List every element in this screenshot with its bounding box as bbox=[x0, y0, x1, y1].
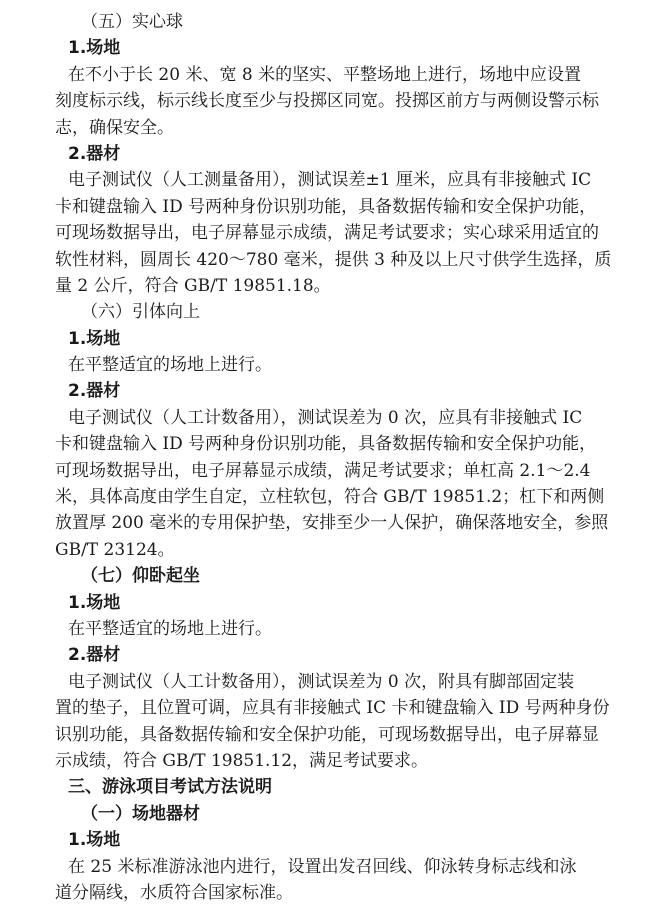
paragraph-line: 置的垫子，且位置可调，应具有非接触式 IC 卡和键盘输入 ID 号两种身份 bbox=[55, 698, 610, 719]
paragraph-line: 可现场数据导出，电子屏幕显示成绩，满足考试要求；实心球采用适宜的 bbox=[55, 223, 599, 244]
paragraph-line: 可现场数据导出，电子屏幕显示成绩，满足考试要求；单杠高 2.1～2.4 bbox=[55, 460, 591, 481]
paragraph-line: 在 25 米标准游泳池内进行，设置出发召回线、仰泳转身标志线和泳 bbox=[68, 856, 577, 877]
section-heading-swimming: 三、游泳项目考试方法说明 bbox=[68, 777, 272, 798]
paragraph-line: 卡和键盘输入 ID 号两种身份识别功能，具备数据传输和安全保护功能， bbox=[55, 196, 597, 217]
item-heading-equipment: 2.器材 bbox=[68, 143, 121, 164]
paragraph-line: 放置厚 200 毫米的专用保护垫，安排至少一人保护，确保落地安全，参照 bbox=[55, 513, 609, 534]
item-heading-venue: 1.场地 bbox=[68, 38, 121, 59]
paragraph-line: GB/T 23124。 bbox=[55, 539, 175, 560]
paragraph-line: 电子测试仪（人工计数备用），测试误差为 0 次，应具有非接触式 IC bbox=[68, 407, 583, 428]
item-heading-equipment: 2.器材 bbox=[68, 381, 121, 402]
paragraph-line: 电子测试仪（人工测量备用），测试误差±1 厘米，应具有非接触式 IC bbox=[68, 170, 592, 191]
paragraph-line: 示成绩，符合 GB/T 19851.12，满足考试要求。 bbox=[55, 750, 429, 771]
paragraph-line: 量 2 公斤，符合 GB/T 19851.18。 bbox=[55, 275, 331, 296]
top-margin bbox=[55, 0, 621, 9]
subsection-heading-shot-ball: （五）实心球 bbox=[81, 12, 183, 32]
item-heading-equipment: 2.器材 bbox=[68, 645, 121, 666]
paragraph-line: 软性材料，圆周长 420～780 毫米，提供 3 种及以上尺寸供学生选择，质 bbox=[55, 249, 612, 270]
item-heading-venue: 1.场地 bbox=[68, 592, 121, 613]
paragraph-line: 刻度标示线，标示线长度至少与投掷区同宽。投掷区前方与两侧设警示标 bbox=[55, 91, 599, 112]
subsection-heading-venue-equipment: （一）场地器材 bbox=[81, 803, 200, 824]
paragraph-line: 在不小于长 20 米、宽 8 米的坚实、平整场地上进行，场地中应设置 bbox=[68, 64, 582, 85]
subsection-heading-sit-up: （七）仰卧起坐 bbox=[81, 566, 200, 587]
paragraph-line: 在平整适宜的场地上进行。 bbox=[68, 355, 272, 376]
paragraph-line: 电子测试仪（人工计数备用），测试误差为 0 次，附具有脚部固定装 bbox=[68, 671, 575, 692]
item-heading-venue: 1.场地 bbox=[68, 328, 121, 349]
paragraph-line: 在平整适宜的场地上进行。 bbox=[68, 618, 272, 639]
paragraph-line: 卡和键盘输入 ID 号两种身份识别功能，具备数据传输和安全保护功能， bbox=[55, 434, 597, 455]
subsection-heading-pull-up: （六）引体向上 bbox=[81, 302, 200, 323]
item-heading-venue: 1.场地 bbox=[68, 830, 121, 851]
paragraph-line: 志，确保安全。 bbox=[55, 117, 174, 138]
paragraph-line: 识别功能，具备数据传输和安全保护功能，可现场数据导出，电子屏幕显 bbox=[55, 724, 599, 745]
paragraph-line: 米，具体高度由学生自定，立柱软包，符合 GB/T 19851.2；杠下和两侧 bbox=[55, 487, 605, 508]
paragraph-line: 道分隔线，水质符合国家标准。 bbox=[55, 882, 293, 903]
